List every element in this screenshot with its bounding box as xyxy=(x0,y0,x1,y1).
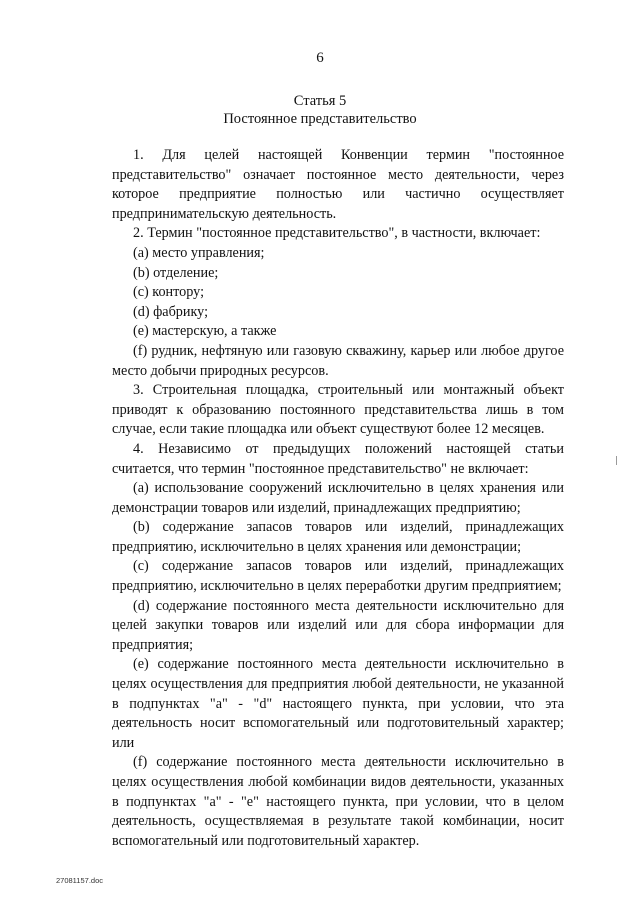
list-item-2d: (d) фабрику; xyxy=(133,303,209,320)
paragraph-2: 2. Термин "постоянное представительство", в частности, включает: xyxy=(133,225,541,242)
list-item-4a: (a) использование сооружений исключительно в целях хранения или демонстрации товаров или изделий, принадлежащих предприятию; xyxy=(112,480,564,516)
list-item-4f: (f) содержание постоянного места деятельности исключительно в целях осуществления любой комбинации видов деятельности, указанных в подпунктах "a" - "e" настоящего пункта, при условии, что в целом деятельность, осуществляемая в результате такой комбинации, носит вспомогательный или подготовительный характер. xyxy=(112,754,564,849)
page-number: 6 xyxy=(316,50,324,66)
paragraph-4: 4. Независимо от предыдущих положений настоящей статьи считается, что термин "постоянное представительство" не включает: xyxy=(112,440,564,477)
article-title: Постоянное представительство xyxy=(223,111,417,127)
article-body xyxy=(112,146,564,851)
list-item-4b: (b) содержание запасов товаров или изделий, принадлежащих предприятию, исключительно в целях хранения или демонстрации; xyxy=(112,519,564,555)
list-item-2a: (a) место управления; xyxy=(133,244,265,261)
list-item-2f: (f) рудник, нефтяную или газовую скважину, карьер или любое другое место добычи природных ресурсов. xyxy=(112,342,564,379)
file-name-footer: 27081157.doc xyxy=(56,876,103,885)
list-item-4e: (e) содержание постоянного места деятельности исключительно в целях осуществления для предприятия любой деятельности, не указанной в подпунктах "a" - "d" настоящего пункта, при условии, что эта деятельность носит вспомогательный или подготовительный характер; или xyxy=(112,656,564,751)
list-item-4d: (d) содержание постоянного места деятельности исключительно для целей закупки товаров или изделий или для сбора информации для предприятия; xyxy=(112,597,564,653)
paragraph-1: 1. Для целей настоящей Конвенции термин "постоянное представительство" означает постоянное место деятельности, через которое предприятие полностью или частично осуществляет предпринимательскую деятельность. xyxy=(112,147,564,222)
list-item-2c: (c) контору; xyxy=(133,284,205,301)
article-heading: Статья 5 xyxy=(293,93,347,109)
list-item-2e: (e) мастерскую, а также xyxy=(133,323,277,340)
list-item-2b: (b) отделение; xyxy=(133,264,219,281)
scan-artifact xyxy=(616,456,617,465)
list-item-4c: (c) содержание запасов товаров или изделий, принадлежащих предприятию, исключительно в целях переработки другим предприятием; xyxy=(112,558,564,595)
paragraph-3: 3. Строительная площадка, строительный или монтажный объект приводят к образованию постоянного представительства лишь в том случае, если такие площадка или объект существуют более 12 месяцев. xyxy=(112,382,564,438)
